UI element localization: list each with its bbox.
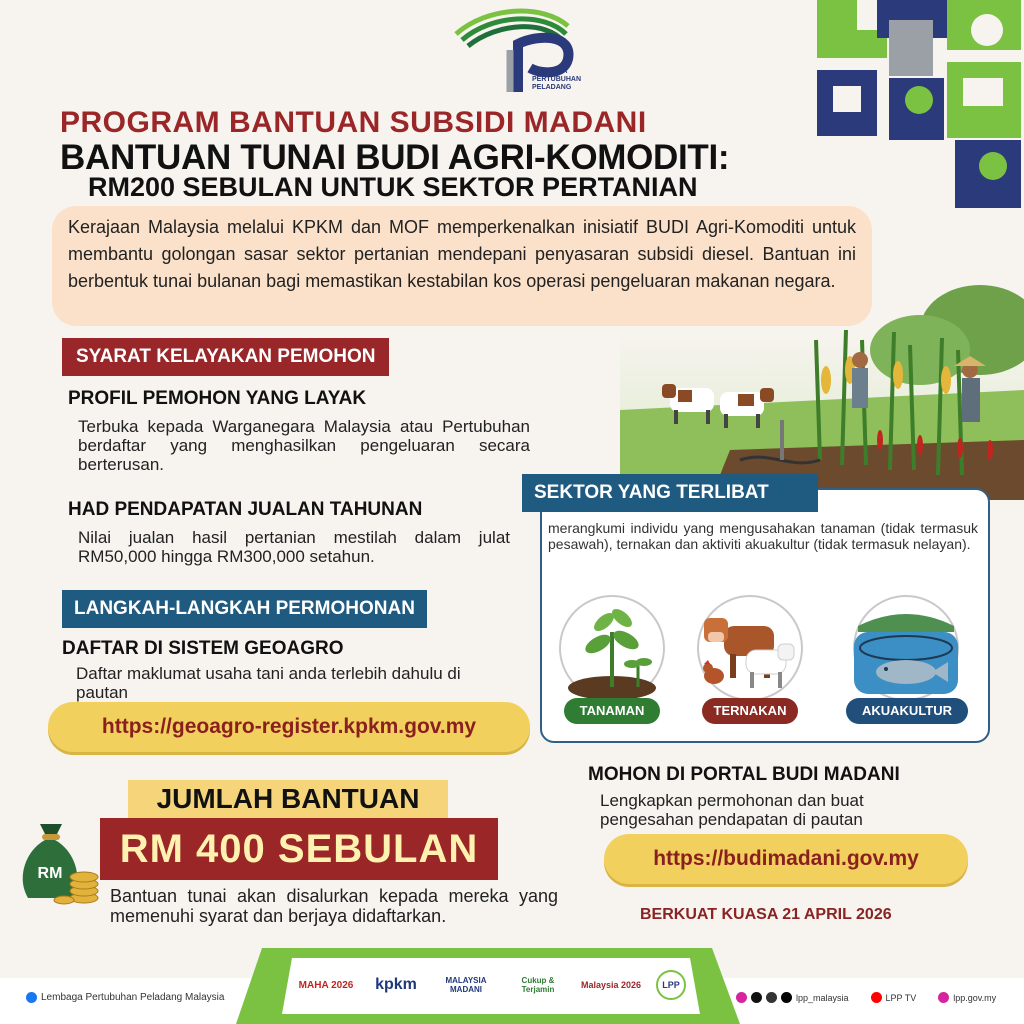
sector-tanaman-label: TANAMAN [564,698,660,724]
step2-title: MOHON DI PORTAL BUDI MADANI [588,764,900,785]
facebook-icon [26,992,37,1003]
amount-label: JUMLAH BANTUAN [128,780,448,818]
effective-date: BERKUAT KUASA 21 APRIL 2026 [640,906,892,923]
farm-scene-illustration [620,270,1024,500]
ternakan-icon [690,592,810,712]
budimadani-link[interactable]: https://budimadani.gov.my [604,834,968,884]
tanaman-icon [552,592,672,712]
eligibility-label: SYARAT KELAYAKAN PEMOHON [62,338,389,376]
income-text: Nilai jualan hasil pertanian mestilah dalam julat RM50,000 hingga RM300,000 setahun. [78,528,510,566]
bag-text: RM [37,865,63,882]
partner-logo-malaysia: Malaysia 2026 [580,980,642,990]
footer-facebook[interactable] [26,992,224,1003]
steps-label: LANGKAH-LANGKAH PERMOHONAN [62,590,427,628]
profile-title: PROFIL PEMOHON YANG LAYAK [68,388,367,409]
threads-icon[interactable] [766,992,777,1003]
footer-social [736,992,996,1003]
sector-text: merangkumi individu yang mengusahakan tanaman (tidak termasuk pesawah), ternakan dan aktiviti akuakultur (tidak termasuk nelayan). [548,520,978,552]
program-title: PROGRAM BANTUAN SUBSIDI MADANI [60,106,647,139]
step1-title: DAFTAR DI SISTEM GEOAGRO [62,638,344,659]
intro-box: Kerajaan Malaysia melalui KPKM dan MOF memperkenalkan inisiatif BUDI Agri-Komoditi untuk membantu golongan sasar sektor pertanian mendepani penyasaran subsidi diesel. Bantuan ini berbentuk tunai bulanan bagi memastikan kestabilan kos operasi pengeluaran makanan negara. [52,206,872,326]
x-icon[interactable] [751,992,762,1003]
income-title: HAD PENDAPATAN JUALAN TAHUNAN [68,499,423,520]
step2-text: Lengkapkan permohonan dan buat pengesahan pendapatan di pautan [600,791,864,829]
profile-text: Terbuka kepada Warganegara Malaysia atau Pertubuhan berdaftar yang menghasilkan pengeluaran secara berterusan. [78,417,530,474]
tiktok-icon[interactable] [781,992,792,1003]
sector-ternakan-label: TERNAKAN [702,698,798,724]
sector-label: SEKTOR YANG TERLIBAT [522,474,818,512]
youtube-icon[interactable] [871,992,882,1003]
money-bag-icon [10,814,102,906]
akuakultur-icon [846,592,966,712]
main-title: BANTUAN TUNAI BUDI AGRI-KOMODITI: [60,138,730,177]
partner-logo-madani: MALAYSIA MADANI [445,976,487,994]
geoagro-link[interactable]: https://geoagro-register.kpkm.gov.my [48,702,530,752]
lpp-corner-graphic [815,0,1024,210]
footer-left-text: Lembaga Pertubuhan Peladang Malaysia [41,992,225,1003]
partner-logos [296,964,686,1006]
amount-text: Bantuan tunai akan disalurkan kepada mereka yang memenuhi syarat dan berjaya didaftarkan. [110,886,558,926]
sub-title: RM200 SEBULAN UNTUK SEKTOR PERTANIAN [88,172,698,202]
web-icon[interactable] [938,992,949,1003]
partner-logo-kpkm: kpkm [375,976,417,993]
social-handle[interactable]: lpp_malaysia [796,992,849,1003]
website-label[interactable]: lpp.gov.my [953,992,997,1003]
logo-text: LEMBAGA PERTUBUHAN PELADANG [532,68,581,91]
step1-text: Daftar maklumat usaha tani anda terlebih dahulu di pautan [76,664,461,702]
amount-value: RM 400 SEBULAN [100,818,498,880]
partner-logo-maha: MAHA 2026 [298,979,354,991]
instagram-icon[interactable] [736,992,747,1003]
sector-akuakultur-label: AKUAKULTUR [846,698,968,724]
tv-label[interactable]: LPP TV [885,992,917,1003]
partner-logo-cukup: Cukup & Terjamin [521,976,555,994]
partner-logo-lpp: LPP [656,970,686,1000]
